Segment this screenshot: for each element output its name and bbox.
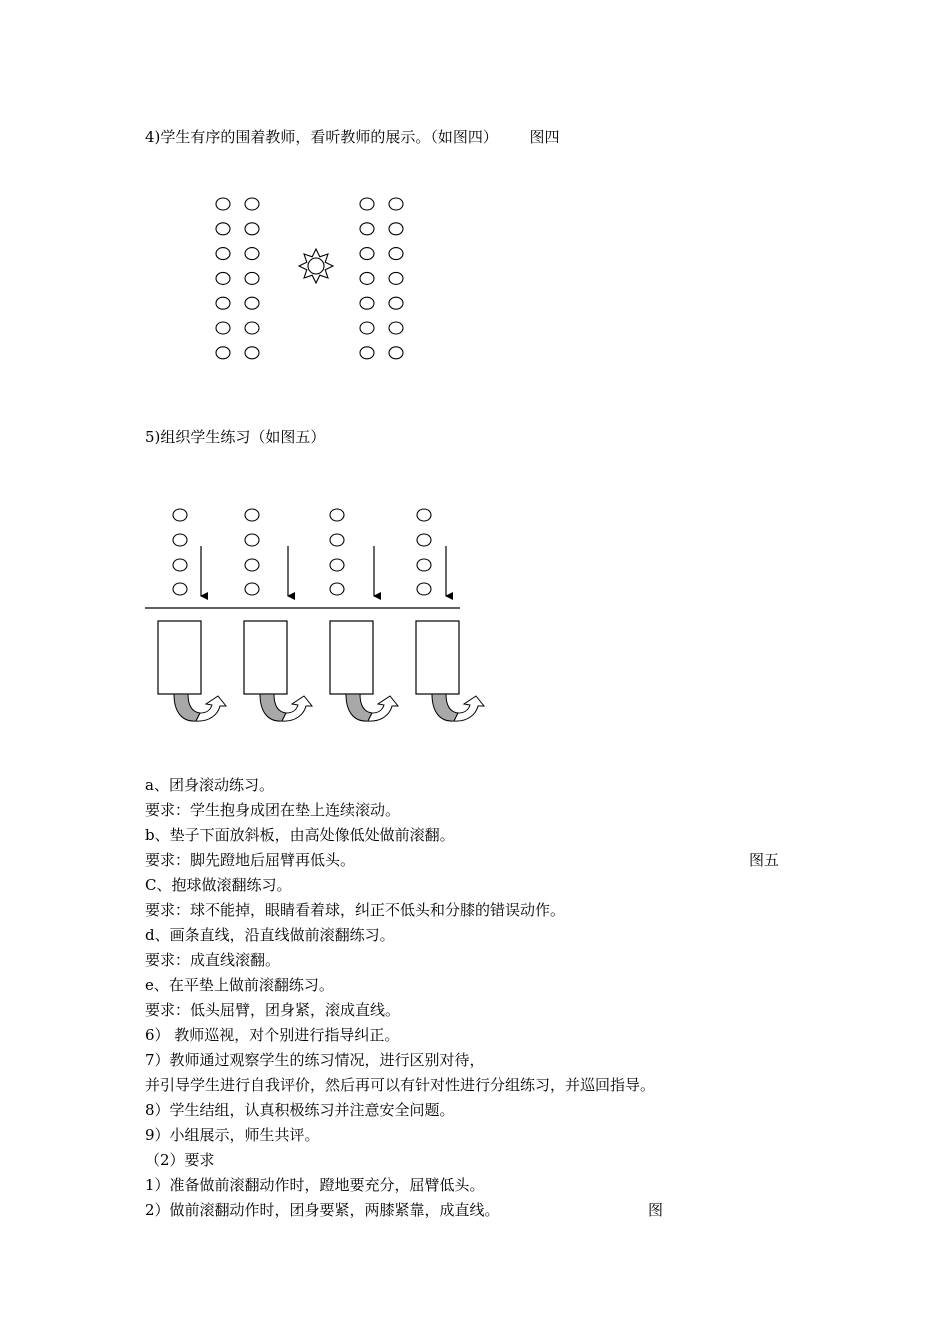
step-8: 8）学生结组，认真积极练习并注意安全问题。	[145, 1101, 455, 1119]
curved-arrow-icon	[260, 694, 312, 721]
practice-b-title: b、垫子下面放斜板，由高处像低处做前滚翻。	[145, 826, 455, 844]
practice-c-title: C、抱球做滚翻练习。	[145, 876, 292, 894]
requirement-figure-label: 图	[648, 1201, 664, 1219]
practice-d-title: d、画条直线，沿直线做前滚翻练习。	[145, 926, 395, 944]
step-6: 6） 教师巡视，对个别进行指导纠正。	[145, 1026, 400, 1044]
student-circle-icon	[245, 559, 259, 571]
student-circle-icon	[245, 534, 259, 546]
practice-a-req: 要求：学生抱身成团在垫上连续滚动。	[145, 801, 401, 819]
student-circle-icon	[417, 583, 431, 595]
student-circle-icon	[417, 534, 431, 546]
practice-d-req: 要求：成直线滚翻。	[145, 951, 281, 969]
student-circle-icon	[330, 509, 344, 521]
student-circle-icon	[173, 534, 187, 546]
curved-arrow-icon	[432, 694, 484, 721]
curved-arrow-icon	[174, 694, 226, 721]
mat-rectangle	[158, 621, 201, 694]
student-circle-icon	[330, 559, 344, 571]
requirement-1: 1）准备做前滚翻动作时，蹬地要充分，屈臂低头。	[145, 1176, 485, 1194]
student-circle-icon	[417, 559, 431, 571]
requirements-heading: （2）要求	[145, 1151, 215, 1169]
student-circle-icon	[417, 509, 431, 521]
figure5-label: 图五	[749, 851, 780, 869]
section4-text: 4)学生有序的围着教师，看听教师的展示。（如图四） 图四	[145, 128, 560, 146]
practice-b-req: 要求：脚先蹬地后屈臂再低头。	[145, 851, 356, 869]
section5-text: 5)组织学生练习（如图五）	[145, 428, 326, 446]
student-circle-icon	[173, 583, 187, 595]
mat-rectangle	[416, 621, 459, 694]
student-circle-icon	[330, 534, 344, 546]
step-9: 9）小组展示，师生共评。	[145, 1126, 320, 1144]
step-7-continued: 并引导学生进行自我评价，然后再可以有针对性进行分组练习，并巡回指导。	[145, 1076, 656, 1094]
practice-c-req: 要求：球不能掉，眼睛看着球，纠正不低头和分膝的错误动作。	[145, 901, 566, 919]
curved-arrow-icon	[346, 694, 398, 721]
student-circle-icon	[330, 583, 344, 595]
practice-e-title: e、在平垫上做前滚翻练习。	[145, 976, 334, 994]
practice-e-req: 要求：低头屈臂，团身紧，滚成直线。	[145, 1001, 401, 1019]
mat-rectangle	[330, 621, 373, 694]
student-circle-icon	[245, 583, 259, 595]
practice-a-title: a、团身滚动练习。	[145, 776, 274, 794]
figure4-label: 图四	[529, 128, 560, 146]
step-7: 7）教师通过观察学生的练习情况，进行区别对待，	[145, 1051, 485, 1069]
student-circle-icon	[245, 509, 259, 521]
requirement-2: 2）做前滚翻动作时，团身要紧，两膝紧靠，成直线。	[145, 1201, 500, 1219]
student-circle-icon	[173, 509, 187, 521]
mat-rectangle	[244, 621, 287, 694]
student-circle-icon	[173, 559, 187, 571]
